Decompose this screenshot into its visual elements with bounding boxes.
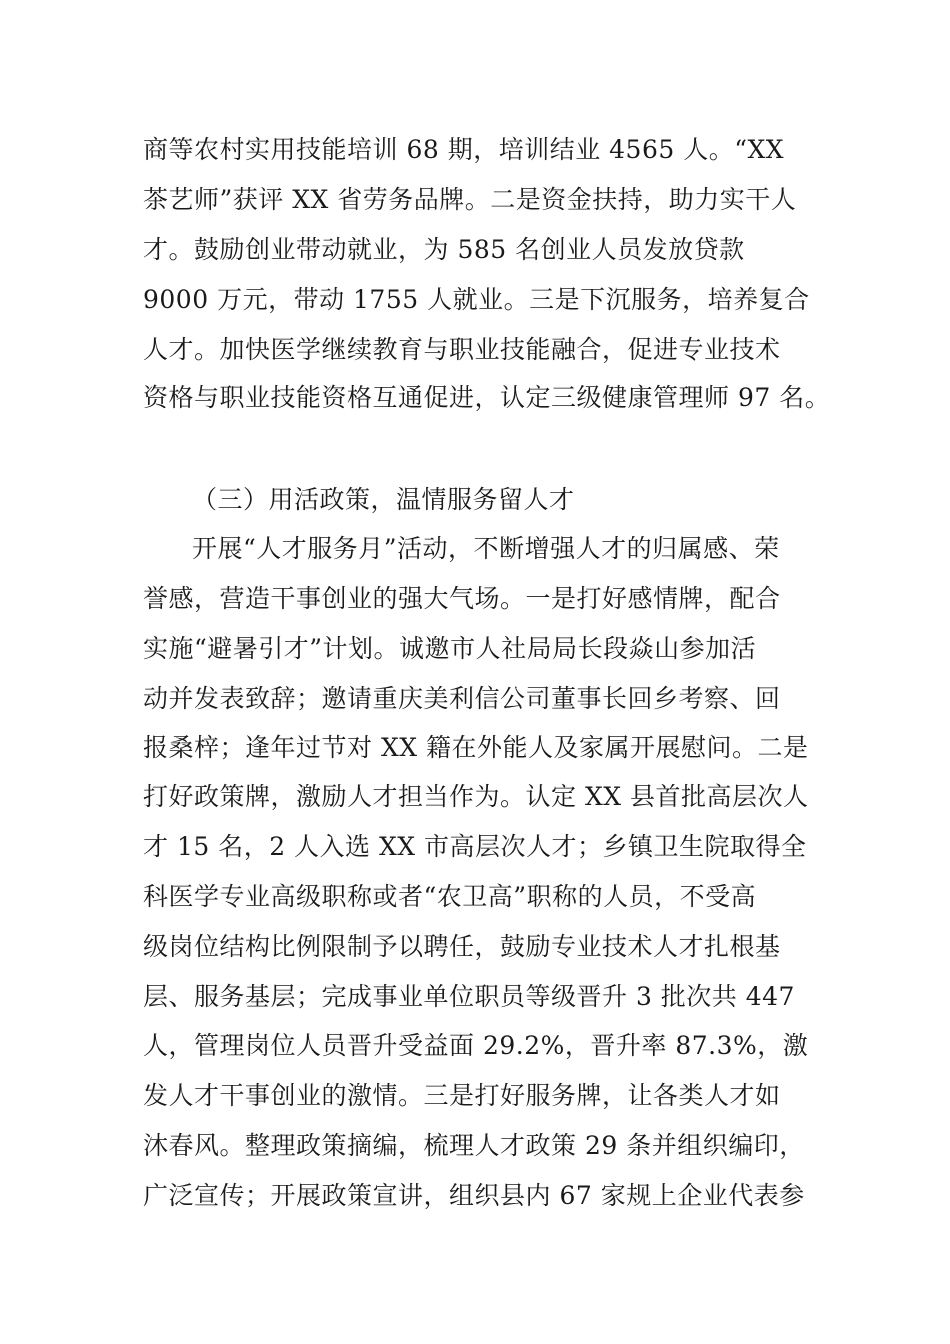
paragraph-1-line-5: 人才。加快医学继续教育与职业技能融合，促进专业技术 (143, 335, 781, 364)
paragraph-2-line-5: 报桑梓；逢年过节对 XX 籍在外能人及家属开展慰问。二是 (143, 733, 809, 762)
paragraph-1-line-1: 商等农村实用技能培训 68 期，培训结业 4565 人。“XX (143, 135, 785, 164)
paragraph-2-line-14: 广泛宣传；开展政策宣讲，组织县内 67 家规上企业代表参 (143, 1181, 805, 1210)
paragraph-1-line-3: 才。鼓励创业带动就业，为 585 名创业人员发放贷款 (143, 235, 745, 264)
paragraph-2-line-6: 打好政策牌，激励人才担当作为。认定 XX 县首批高层次人 (143, 782, 809, 811)
paragraph-2-line-4: 动并发表致辞；邀请重庆美利信公司董事长回乡考察、回 (143, 684, 781, 713)
paragraph-2-line-9: 级岗位结构比例限制予以聘任，鼓励专业技术人才扎根基 (143, 932, 781, 961)
paragraph-2-line-13: 沐春风。整理政策摘编，梳理人才政策 29 条并组织编印， (143, 1131, 805, 1160)
paragraph-1-line-2: 茶艺师”获评 XX 省劳务品牌。二是资金扶持，助力实干人 (143, 185, 797, 214)
section-heading: （三）用活政策，温情服务留人才 (192, 485, 575, 514)
paragraph-1-line-4: 9000 万元，带动 1755 人就业。三是下沉服务，培养复合 (143, 285, 810, 314)
paragraph-2-line-10: 层、服务基层；完成事业单位职员等级晋升 3 批次共 447 (143, 982, 795, 1011)
paragraph-2-line-7: 才 15 名，2 人入选 XX 市高层次人才；乡镇卫生院取得全 (143, 832, 807, 861)
paragraph-2-line-12: 发人才干事创业的激情。三是打好服务牌，让各类人才如 (143, 1081, 781, 1110)
paragraph-1-line-6: 资格与职业技能资格互通促进，认定三级健康管理师 97 名。 (143, 383, 831, 412)
paragraph-2-line-3: 实施“避暑引才”计划。诚邀市人社局局长段焱山参加活 (143, 634, 757, 663)
paragraph-2-line-11: 人，管理岗位人员晋升受益面 29.2%，晋升率 87.3%，激 (143, 1031, 809, 1060)
paragraph-2-line-8: 科医学专业高级职称或者“农卫高”职称的人员，不受高 (143, 882, 757, 911)
paragraph-2-line-2: 誉感，营造干事创业的强大气场。一是打好感情牌，配合 (143, 584, 781, 613)
paragraph-2-line-1: 开展“人才服务月”活动，不断增强人才的归属感、荣 (192, 534, 780, 563)
